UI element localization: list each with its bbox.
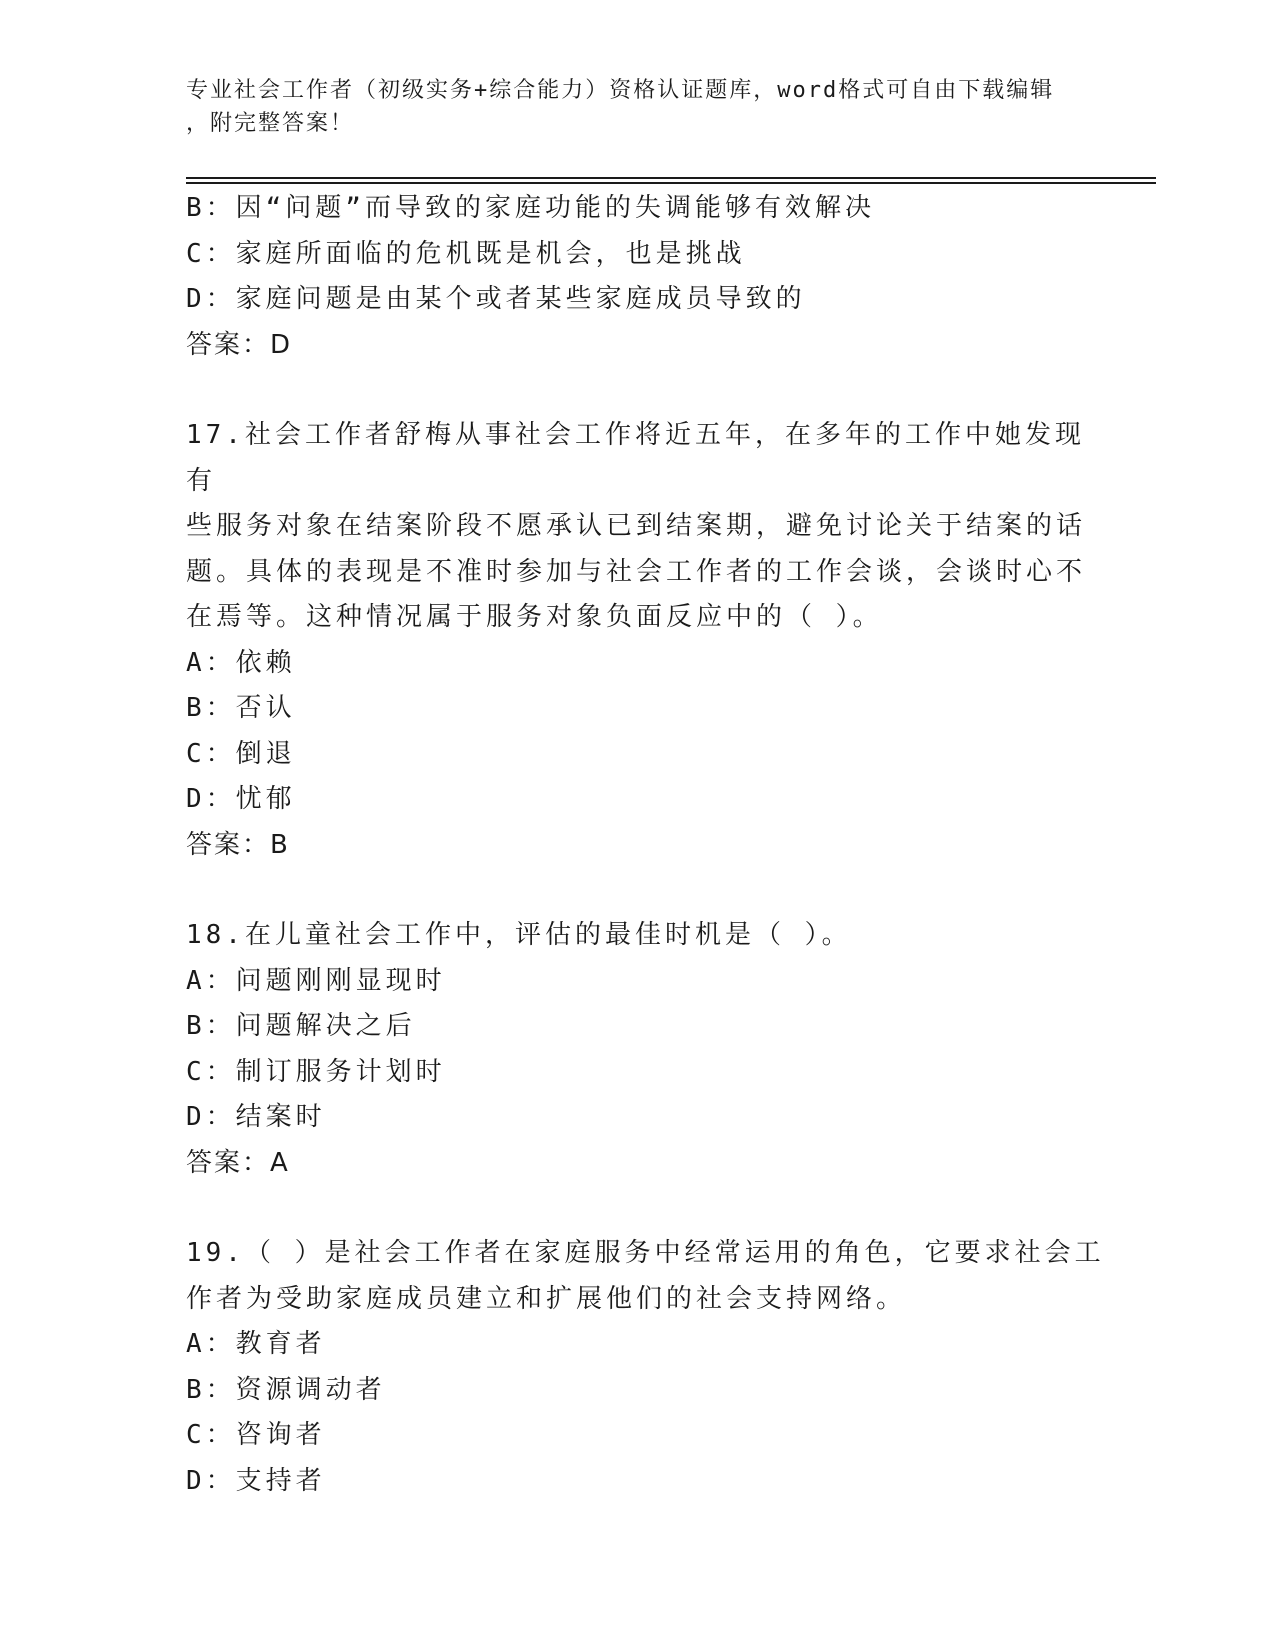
q17-option-c: C：倒退: [186, 738, 296, 769]
q17-stem-line-3: 题。具体的表现是不准时参加与社会工作者的工作会谈，会谈时心不: [186, 556, 1087, 587]
q16-option-c: C：家庭所面临的危机既是机会，也是挑战: [186, 238, 746, 269]
question-spacer: [186, 368, 1106, 413]
q16-answer: 答案：D: [186, 329, 293, 360]
header-rule-bottom: [186, 182, 1156, 184]
q18-answer: 答案：A: [186, 1147, 290, 1178]
q18-option-a: A：问题刚刚显现时: [186, 965, 446, 996]
q16-option-d: D：家庭问题是由某个或者某些家庭成员导致的: [186, 284, 806, 314]
question-18: [186, 913, 1106, 1186]
question-spacer: [186, 1186, 1106, 1231]
question-spacer: [186, 868, 1106, 913]
q19-stem-line-2: 作者为受助家庭成员建立和扩展他们的社会支持网络。: [186, 1283, 907, 1314]
q17-answer: 答案：B: [186, 829, 290, 860]
q17-option-b: B：否认: [186, 693, 296, 723]
q17-option-d: D：忧郁: [186, 784, 296, 814]
q17-stem-line-2: 些服务对象在结案阶段不愿承认已到结案期，避免讨论关于结案的话: [186, 511, 1087, 541]
q17-stem-line-1: 17.社会工作者舒梅从事社会工作将近五年，在多年的工作中她发现有: [186, 420, 1085, 496]
q18-option-d: D：结案时: [186, 1102, 326, 1132]
question-16: [186, 186, 1106, 368]
header-line-1: 专业社会工作者（初级实务+综合能力）资格认证题库，word格式可自由下载编辑: [186, 78, 1055, 103]
question-content: [186, 186, 1106, 1504]
q19-option-d: D：支持者: [186, 1465, 326, 1496]
q19-stem-line-1: 19.（ ）是社会工作者在家庭服务中经常运用的角色，它要求社会工: [186, 1238, 1105, 1268]
q19-option-b: B：资源调动者: [186, 1374, 386, 1405]
q16-option-b: B：因“问题”而导致的家庭功能的失调能够有效解决: [186, 193, 875, 223]
q18-option-c: C：制订服务计划时: [186, 1056, 446, 1087]
question-17: [186, 413, 1106, 868]
header-line-2: ，附完整答案！: [186, 111, 355, 136]
q19-option-a: A：教育者: [186, 1329, 326, 1359]
q18-stem-line-1: 18.在儿童社会工作中，评估的最佳时机是（ ）。: [186, 920, 852, 950]
q17-stem-line-4: 在焉等。这种情况属于服务对象负面反应中的（ ）。: [186, 602, 883, 632]
question-19: [186, 1231, 1106, 1504]
q18-option-b: B：问题解决之后: [186, 1011, 416, 1041]
q19-option-c: C：咨询者: [186, 1420, 326, 1450]
document-header: [186, 74, 1086, 140]
header-rule-top: [186, 177, 1156, 179]
q17-option-a: A：依赖: [186, 647, 296, 678]
